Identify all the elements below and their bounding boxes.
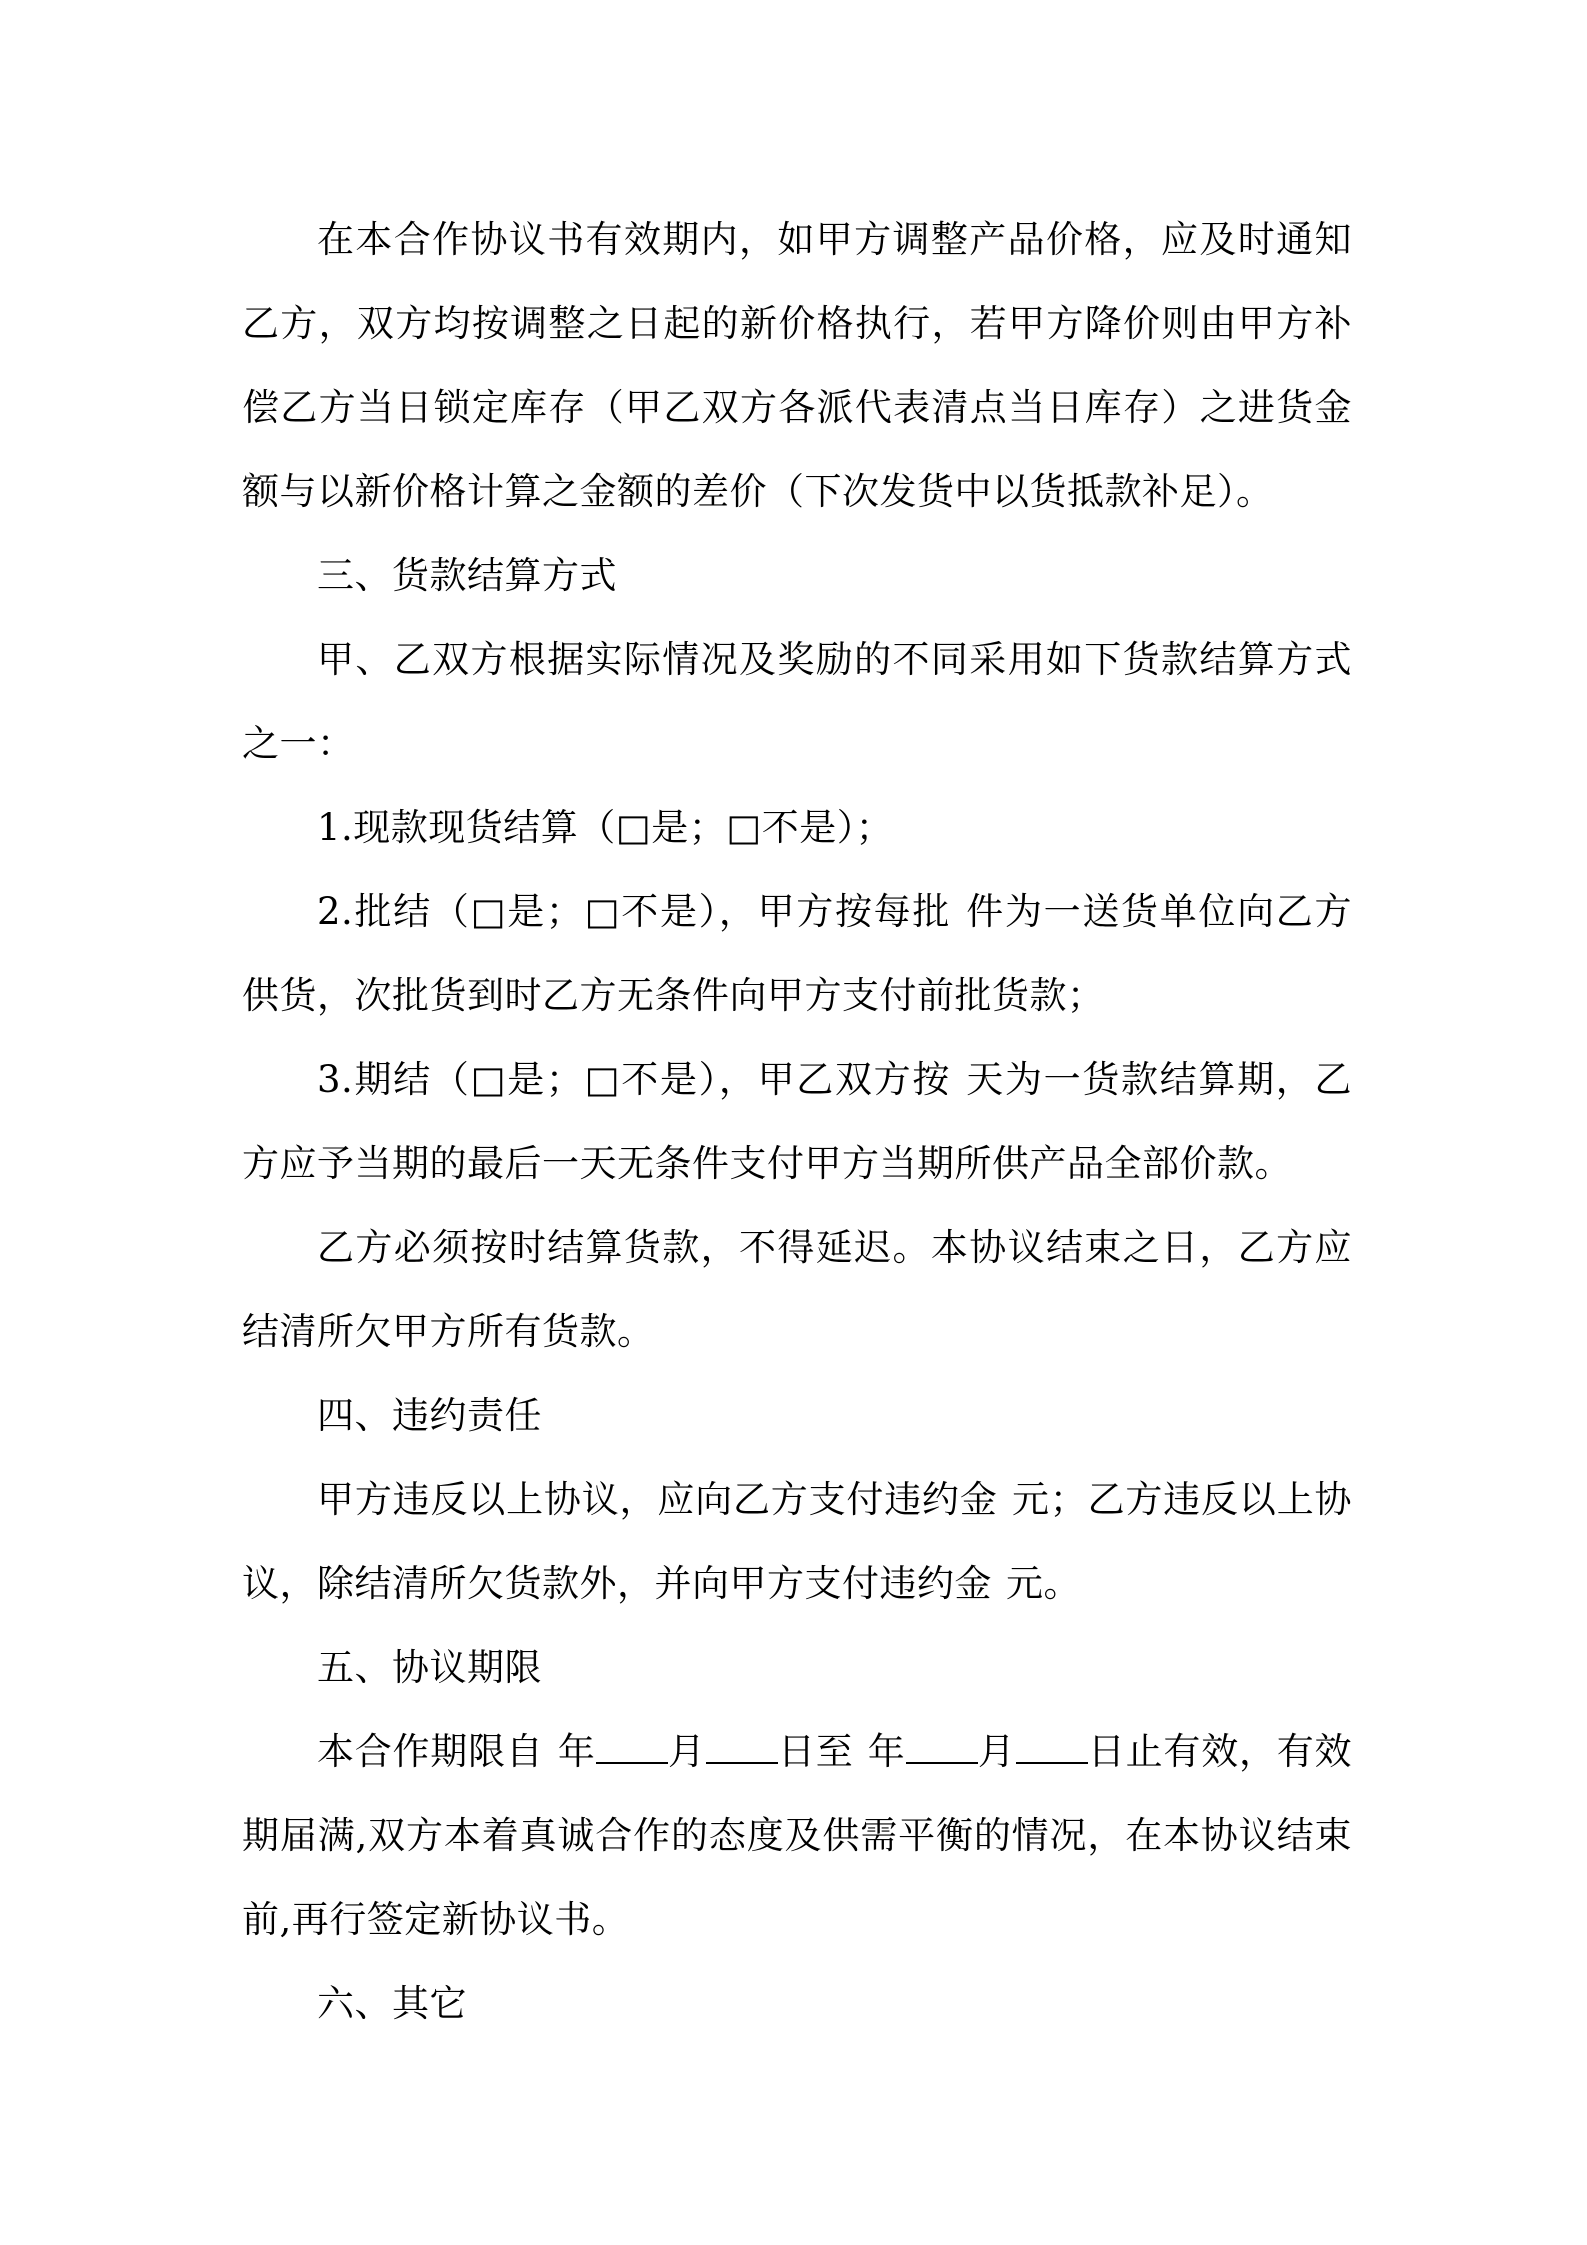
term-day-1: 日至 (777, 1730, 854, 1773)
section-heading-payment: 三、货款结算方式 (317, 554, 617, 597)
batch-text-1: 2.批结（□是；□不是），甲方按每批 (317, 890, 952, 933)
section-heading-term: 五、协议期限 (317, 1646, 542, 1689)
price-adjustment-paragraph: 在本合作协议书有效期内，如甲方调整产品价格，应及时通知乙方，双方均按调整之日起的新价格执行，若甲方降价则由甲方补偿乙方当日锁定库存（甲乙双方各派代表清点当日库存）之进货金额与以新价格计算之金额的差价（下次发货中以货抵款补足）。 (242, 218, 1352, 513)
blank-line (1016, 1732, 1088, 1764)
document-body (242, 198, 1352, 2046)
batch-text-2: 件为一送货单位向乙方供货，次批货到时乙方无条件向甲方支付前批货款； (242, 890, 1353, 1017)
breach-text-3: 元。 (1006, 1562, 1081, 1605)
payment-deadline-paragraph: 乙方必须按时结算货款，不得延迟。本协议结束之日，乙方应结清所欠甲方所有货款。 (242, 1226, 1352, 1353)
term-month-1: 月 (667, 1730, 706, 1773)
breach-paragraph (242, 1458, 1352, 1626)
term-text-end: 日止有效，有效期届满,双方本着真诚合作的态度及供需平衡的情况，在本协议结束前,再行签定新协议书。 (242, 1730, 1353, 1941)
period-text-2: 天为一货款结算期，乙方应予当期的最后一天无条件支付甲方当期所供产品全部价款。 (242, 1058, 1353, 1185)
payment-method-intro: 甲、乙双方根据实际情况及奖励的不同采用如下货款结算方式之一： (242, 638, 1352, 765)
blank-line (596, 1732, 668, 1764)
breach-text-1: 甲方违反以上协议，应向乙方支付违约金 (317, 1478, 998, 1521)
section-heading-other: 六、其它 (317, 1982, 467, 2025)
blank-line (706, 1732, 778, 1764)
term-text-1: 本合作期限自 (317, 1730, 544, 1773)
section-heading-breach: 四、违约责任 (317, 1394, 542, 1437)
payment-option-period (242, 1038, 1352, 1206)
period-text-1: 3.期结（□是；□不是），甲乙双方按 (317, 1058, 952, 1101)
term-paragraph (242, 1710, 1352, 1962)
blank-line (906, 1732, 978, 1764)
payment-option-cash: 1.现款现货结算（□是；□不是）； (317, 806, 894, 849)
term-year-2: 年 (867, 1730, 906, 1773)
payment-option-batch (242, 870, 1352, 1038)
term-month-2: 月 (977, 1730, 1016, 1773)
term-year-1: 年 (557, 1730, 596, 1773)
breach-text-2: 元；乙方违反以上协议，除结清所欠货款外，并向甲方支付违约金 (242, 1478, 1353, 1605)
